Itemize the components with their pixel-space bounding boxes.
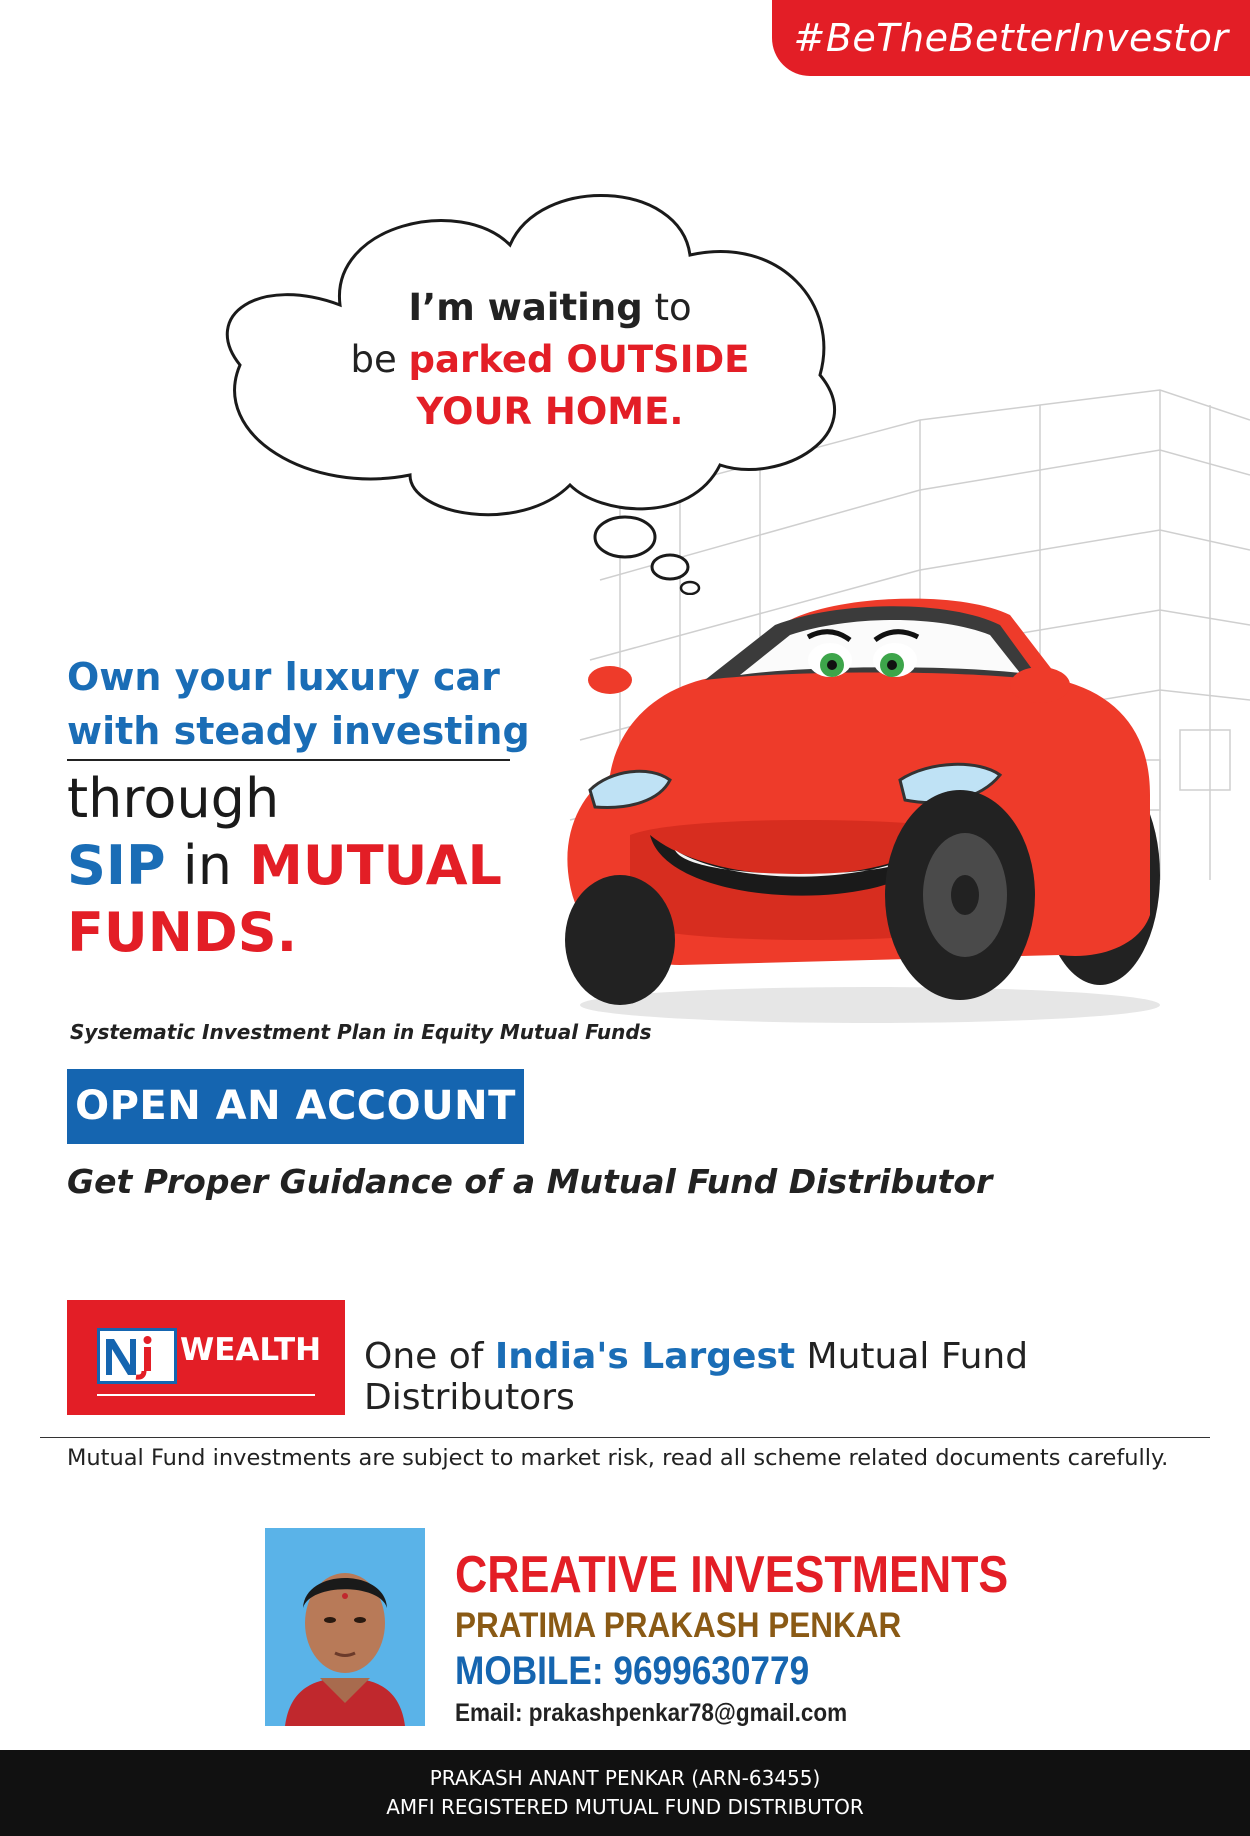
footer-bar: [0, 1750, 1250, 1836]
guidance-text: Get Proper Guidance of a Mutual Fund Distributor: [67, 1162, 993, 1201]
headline-sip: SIP: [67, 834, 166, 897]
mobile-number[interactable]: MOBILE: 9699630779: [455, 1649, 810, 1693]
thought-line2-start: be: [350, 338, 409, 381]
thought-bold: I’m waiting: [408, 286, 643, 329]
footer-line1: PRAKASH ANANT PENKAR (ARN-63455): [429, 1766, 821, 1790]
cartoon-car-illustration: [540, 585, 1180, 1025]
disclaimer-text: Mutual Fund investments are subject to market risk, read all scheme related documents carefully.: [67, 1445, 1169, 1471]
headline-in: in: [165, 834, 250, 897]
thought-line2-red: parked OUTSIDE: [408, 338, 750, 381]
thought-rest: to: [642, 286, 692, 329]
headline-blue: [67, 650, 530, 758]
open-account-button[interactable]: OPEN AN ACCOUNT: [67, 1069, 524, 1144]
headline-funds: FUNDS.: [67, 901, 298, 964]
thought-text: [300, 282, 800, 438]
distributor-details: [455, 1545, 1098, 1731]
thought-line3-red: YOUR HOME.: [416, 390, 684, 433]
nj-mark-icon: [97, 1328, 177, 1384]
distributor-photo: [265, 1528, 425, 1726]
headline-divider: [67, 759, 510, 761]
tagline-end: Mutual Fund Distributors: [364, 1336, 1029, 1418]
hashtag-banner: #BeTheBetterInvestor: [772, 0, 1250, 76]
headline-main: [67, 765, 502, 966]
footer-line2: AMFI REGISTERED MUTUAL FUND DISTRIBUTOR: [386, 1795, 864, 1819]
nj-wealth-logo: [67, 1300, 345, 1415]
brand-tagline: [364, 1336, 1250, 1418]
email-address[interactable]: Email: prakashpenkar78@gmail.com: [455, 1699, 848, 1727]
business-name: CREATIVE INVESTMENTS: [455, 1546, 1009, 1604]
distributor-name: PRATIMA PRAKASH PENKAR: [455, 1606, 902, 1645]
headline-blue-line2: with steady investing: [67, 709, 530, 753]
nj-letters-icon: [100, 1331, 174, 1381]
headline-blue-line1: Own your luxury car: [67, 655, 500, 699]
headline-through: through: [67, 767, 280, 830]
nj-underline: [97, 1394, 315, 1396]
sip-note: Systematic Investment Plan in Equity Mutual Funds: [70, 1020, 652, 1044]
tagline-start: One of: [364, 1336, 495, 1377]
disclaimer-divider: [40, 1437, 1210, 1438]
tagline-highlight: India's Largest: [494, 1336, 796, 1377]
nj-wealth-word: WEALTH: [180, 1332, 322, 1368]
headline-mutual: MUTUAL: [249, 834, 502, 897]
